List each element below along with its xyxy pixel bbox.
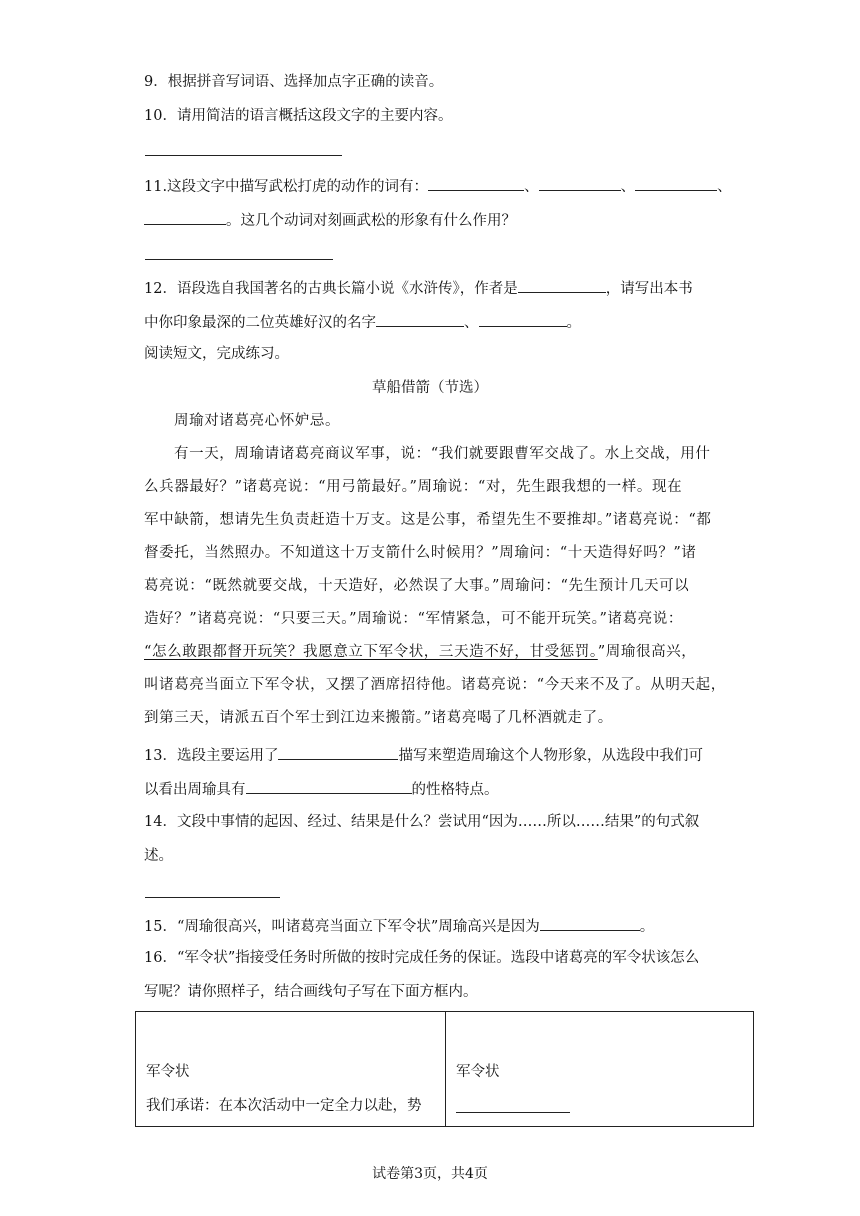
underlined-sentence: “怎么敢跟都督开玩笑？我愿意立下军令状，三天造不好，甘受惩罚。 xyxy=(144,644,598,660)
q11-blank-3[interactable] xyxy=(635,174,717,191)
q11 xyxy=(144,174,732,197)
q11-answer-line[interactable] xyxy=(145,259,333,260)
passage-line-7 xyxy=(144,642,720,662)
answer-title: 军令状 xyxy=(456,1064,500,1080)
q13 xyxy=(144,743,703,766)
q16-line2: 写呢？请你照样子，结合画线句子写在下面方框内。 xyxy=(144,984,478,1000)
q16: 16．“军令状”指接受任务时所做的按时完成任务的保证。选段中诸葛亮的军令状该怎么 xyxy=(144,950,700,966)
q12-blank-author[interactable] xyxy=(518,276,606,293)
passage-title: 草船借箭（节选） xyxy=(372,380,488,396)
passage-line-8: 叫诸葛亮当面立下军令状，又摆了酒席招待他。诸葛亮说：“今天来不及了。从明天起， xyxy=(144,677,726,693)
q11-line2 xyxy=(144,208,516,231)
passage-line-2: 么兵器最好？”诸葛亮说：“用弓箭最好。”周瑜说：“对，先生跟我想的一样。现在 xyxy=(144,479,683,495)
q11-blank-4[interactable] xyxy=(144,208,226,225)
junlingzhuang-box xyxy=(135,1011,754,1127)
passage-line-1: 有一天，周瑜请诸葛亮商议军事，说：“我们就要跟曹军交战了。水上交战，用什 xyxy=(174,446,711,462)
q12-text-b: ，请写出本书 xyxy=(605,281,693,297)
q13-text-a: 13．选段主要运用了 xyxy=(144,748,279,764)
q15-blank[interactable] xyxy=(540,914,640,931)
q11-text-a: 11.这段文字中描写武松打虎的动作的词有： xyxy=(144,179,429,195)
q15 xyxy=(144,914,654,937)
q12 xyxy=(144,276,693,299)
q12-text-c: 中你印象最深的二位英雄好汉的名字 xyxy=(144,315,376,331)
q13-text-d: 的性格特点。 xyxy=(411,782,499,798)
q11-sep-1: 、 xyxy=(524,179,539,195)
q13-blank-1[interactable] xyxy=(278,743,398,760)
q13-text-c: 以看出周瑜具有 xyxy=(144,782,246,798)
q10: 10．请用简洁的语言概括这段文字的主要内容。 xyxy=(144,108,453,124)
q13-blank-2[interactable] xyxy=(246,777,412,794)
passage-line-4: 督委托，当然照办。不知道这十万支箭什么时候用？”周瑜问：“十天造得好吗？”诸 xyxy=(144,545,697,561)
q10-answer-line[interactable] xyxy=(145,155,342,156)
q11-text-b: 。这几个动词对刻画武松的形象有什么作用？ xyxy=(226,213,516,229)
q11-blank-1[interactable] xyxy=(428,174,524,191)
q12-end: 。 xyxy=(566,315,581,331)
q15-text-a: 15．“周瑜很高兴，叫诸葛亮当面立下军令状”周瑜高兴是因为 xyxy=(144,919,540,935)
q11-sep-3: 、 xyxy=(717,179,732,195)
q15-text-b: 。 xyxy=(639,919,655,935)
passage-line-3: 军中缺箭，想请先生负责赶造十万支。这是公事，希望先生不要推却。”诸葛亮说：“都 xyxy=(144,512,712,528)
q11-blank-2[interactable] xyxy=(539,174,621,191)
example-title: 军令状 xyxy=(146,1064,190,1080)
q14-answer-line[interactable] xyxy=(145,897,280,898)
answer-blank[interactable] xyxy=(456,1096,570,1117)
after-underline: ”周瑜很高兴， xyxy=(597,644,697,660)
q13-text-b: 描写来塑造周瑜这个人物形象，从选段中我们可 xyxy=(398,748,703,764)
q12-text-a: 12．语段选自我国著名的古典长篇小说《水浒传》，作者是 xyxy=(144,281,518,297)
q11-sep-2: 、 xyxy=(620,179,636,195)
passage-line-5: 葛亮说：“既然就要交战，十天造好，必然误了大事。”周瑜问：“先生预计几天可以 xyxy=(144,578,690,594)
passage-line-6: 造好？”诸葛亮说：“只要三天。”周瑜说：“军情紧急，可不能开玩笑。”诸葛亮说： xyxy=(144,611,683,627)
q12-sep: 、 xyxy=(464,315,479,331)
answer-cell[interactable] xyxy=(446,1012,754,1127)
reading-intro: 阅读短文，完成练习。 xyxy=(144,346,289,362)
q9: 9．根据拼音写词语、选择加点字正确的读音。 xyxy=(144,74,444,90)
q13-line2 xyxy=(144,777,499,800)
q12-blank-hero-1[interactable] xyxy=(376,310,464,327)
page-footer: 试卷第3页，共4页 xyxy=(372,1166,488,1182)
example-cell xyxy=(136,1012,446,1127)
passage-p1: 周瑜对诸葛亮心怀妒忌。 xyxy=(174,413,341,429)
q14-line2: 述。 xyxy=(144,848,173,864)
q14: 14．文段中事情的起因、经过、结果是什么？尝试用“因为……所以……结果”的句式叙 xyxy=(144,814,700,830)
example-text: 我们承诺：在本次活动中一定全力以赴，势 xyxy=(146,1098,422,1114)
q12-blank-hero-2[interactable] xyxy=(479,310,567,327)
q12-line2 xyxy=(144,310,581,333)
passage-line-9: 到第三天，请派五百个军士到江边来搬箭。”诸葛亮喝了几杯酒就走了。 xyxy=(144,710,613,726)
